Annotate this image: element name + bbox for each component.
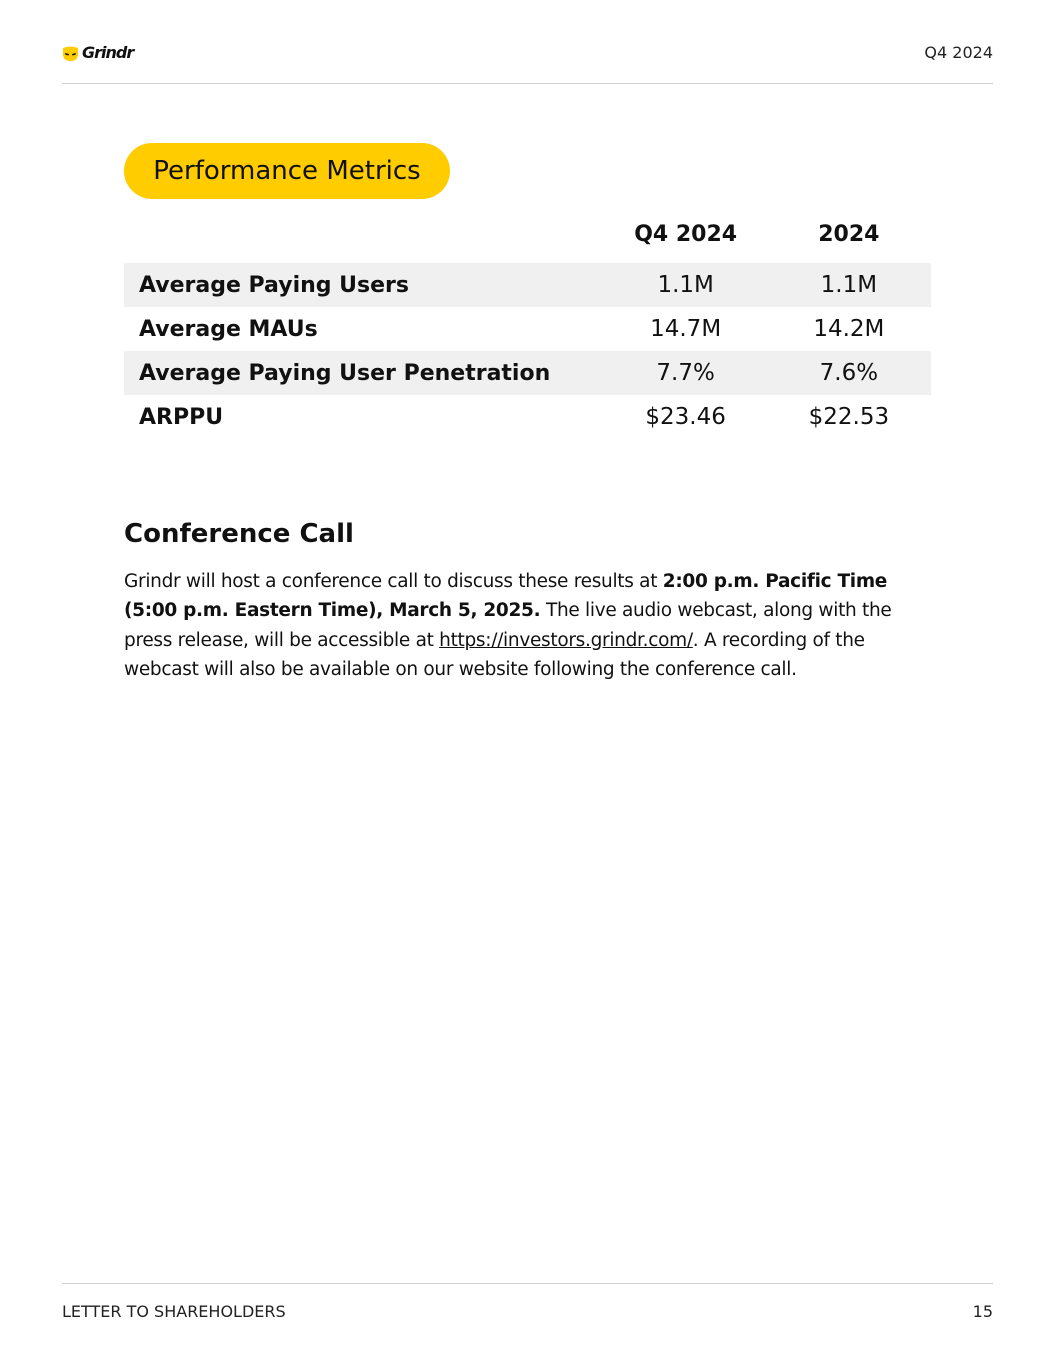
- paragraph-text: . A recording of the webcast will also be available on our website following the conference call.: [124, 629, 865, 680]
- table-row: [124, 395, 931, 439]
- logo-wordmark: Grindr: [82, 43, 134, 62]
- conference-call-heading: Conference Call: [124, 519, 354, 549]
- row-value-q4: 1.1M: [605, 263, 767, 307]
- row-label: Average Paying Users: [124, 263, 605, 307]
- row-value-q4: $23.46: [645, 404, 726, 430]
- row-value-year: 14.2M: [813, 316, 885, 342]
- row-value-year: 7.6%: [767, 351, 931, 395]
- paragraph-text: Grindr will host a conference call to discuss these results at: [124, 571, 663, 592]
- page-number: 15: [972, 1302, 993, 1321]
- section-pill-performance-metrics: Performance Metrics: [124, 143, 450, 199]
- row-value-q4: 14.7M: [650, 316, 722, 342]
- row-label: Average MAUs: [139, 316, 318, 342]
- page-footer: [62, 1283, 993, 1321]
- investors-link[interactable]: https://investors.grindr.com/: [439, 629, 693, 651]
- row-value-year: $22.53: [808, 404, 890, 430]
- table-header-row: [124, 212, 931, 263]
- column-header-q4-2024: Q4 2024: [634, 222, 738, 247]
- table-row: [124, 307, 931, 351]
- footer-label: LETTER TO SHAREHOLDERS: [62, 1302, 286, 1321]
- paragraph-text: The live audio webcast, along with the press release, will be accessible at: [124, 600, 892, 651]
- row-label: ARPPU: [139, 404, 224, 430]
- table-row: [124, 351, 931, 395]
- table-row: [124, 263, 931, 307]
- column-header-2024: 2024: [818, 222, 880, 247]
- row-label: Average Paying User Penetration: [124, 351, 605, 395]
- row-value-year: 1.1M: [767, 263, 931, 307]
- header-period: Q4 2024: [924, 43, 993, 62]
- page-header: [62, 0, 993, 84]
- header-blank: [124, 212, 605, 263]
- call-time-bold: 2:00 p.m. Pacific Time (5:00 p.m. Eastern Time), March 5, 2025.: [124, 571, 888, 622]
- performance-metrics-table: [124, 212, 931, 439]
- row-value-q4: 7.7%: [605, 351, 767, 395]
- grindr-mask-icon: [62, 45, 79, 62]
- grindr-logo: [62, 43, 133, 63]
- conference-call-paragraph: [124, 567, 934, 684]
